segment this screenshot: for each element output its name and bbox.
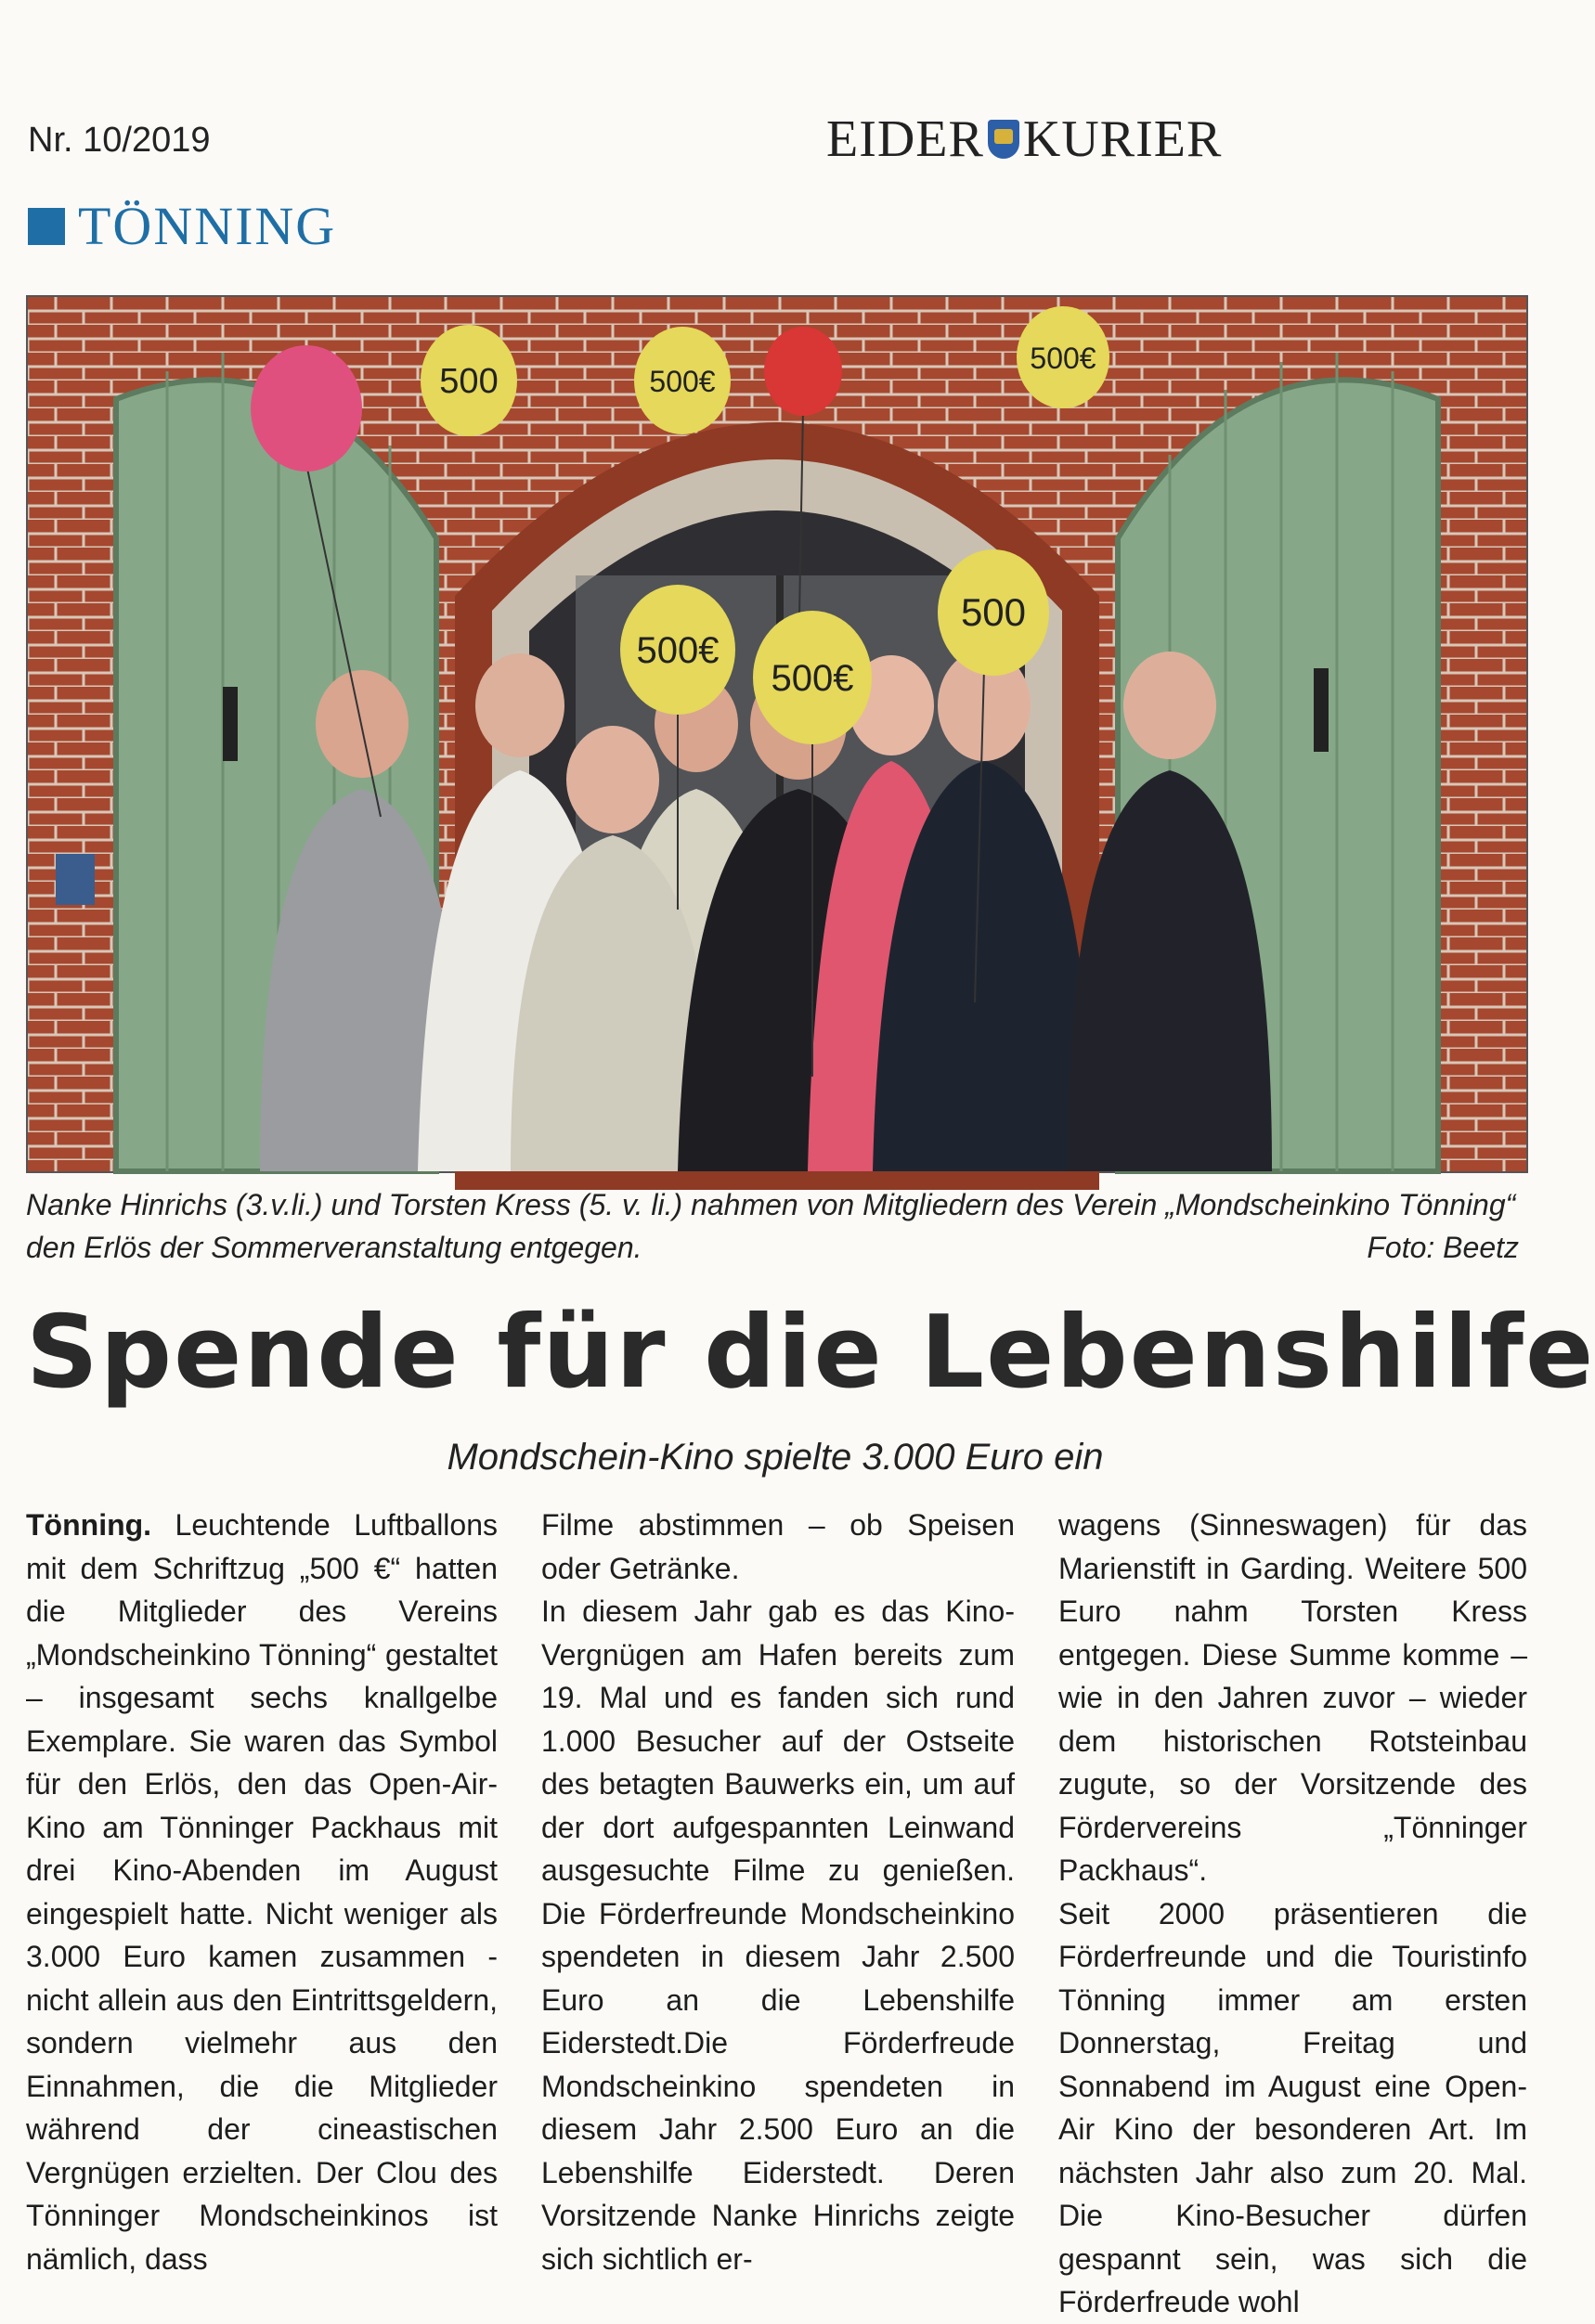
coat-of-arms-icon: [988, 120, 1019, 159]
caption-text: Nanke Hinrichs (3.v.li.) und Torsten Kress (5. v. li.) nahmen von Mitgliedern des Verein „Mondscheinkino Tönning“ den Erlös der Sommerveranstaltung entgegen.: [26, 1188, 1516, 1264]
article-column-2: [541, 1504, 1015, 2276]
column-2-paragraph-1: Filme abstimmen – ob Speisen oder Getränke.: [541, 1508, 1015, 1585]
masthead-right: KURIER: [1022, 110, 1223, 168]
column-3-paragraph-2: Seit 2000 präsentieren die Förderfreunde und die Touristinfo Tönning immer am ersten Donnerstag, Freitag und Sonnabend im August eine Open-Air Kino der besonderen Art. Im nächsten Jahr also zum 20. Mal. Die Kino-Besucher dürfen gespannt sein, was sich die Förderfreude wohl: [1058, 1896, 1527, 2318]
headline: Spende für die Lebenshilfe: [26, 1295, 1595, 1411]
column-3-paragraph-1: wagens (Sinneswagen) für das Marienstift in Garding. Weitere 500 Euro nahm Torsten Kress entgegen. Diese Summe komme – wie in den Jahren zuvor – wieder dem historischen Rotsteinbau zugute, so der Vorsitzende des Fördervereins „Tönninger Packhaus“.: [1058, 1508, 1527, 1887]
wall-sign: [56, 854, 95, 905]
dateline: Tönning.: [26, 1508, 152, 1542]
balloon-500-2: [634, 327, 731, 434]
photo-credit: Foto: Beetz: [1367, 1231, 1519, 1264]
photo-illustration: [28, 297, 1526, 1171]
balloon-500-3: [1017, 306, 1109, 408]
article-column-3: [1058, 1504, 1527, 2318]
balloon-label-5: 500€: [771, 658, 854, 699]
article-photo: [26, 295, 1528, 1173]
balloon-label-4: 500€: [636, 630, 720, 671]
balloon-500-1: [421, 325, 517, 436]
balloon-label-6: 500: [960, 590, 1027, 634]
pink-balloon: [251, 345, 362, 471]
section-label: TÖNNING: [78, 196, 337, 256]
balloon-500-6: [938, 549, 1049, 676]
balloon-500-5: [753, 611, 872, 744]
balloon-label-1: 500: [439, 362, 499, 401]
column-1-text: Leuchtende Luftballons mit dem Schriftzug „500 €“ hatten die Mitglieder des Vereins „Mondscheinkino Tönning“ gestaltet – insgesamt sechs knallgelbe Exemplare. Sie waren das Symbol für den Erlös, den das Open-Air-Kino am Tönninger Packhaus mit drei Kino-Abenden im August eingespielt hatte. Nicht weniger als 3.000 Euro kamen zusammen - nicht allein aus den Eintrittsgeldern, sondern vielmehr aus den Einnahmen, die die Mitglieder während der cineastischen Vergnügen erzielten. Der Clou des Tönninger Mondscheinkinos ist nämlich, dass: [26, 1508, 499, 2276]
balloon-label-7: [28, 285, 53, 301]
balloon-500-4: [620, 585, 735, 715]
article-column-1: [26, 1504, 499, 2276]
masthead: [826, 110, 1290, 169]
issue-number: Nr. 10/2019: [28, 121, 211, 160]
section-square-icon: [28, 208, 65, 245]
balloon-label-2: 500€: [649, 365, 716, 398]
photo-caption: [26, 1183, 1524, 1269]
section-header: [28, 195, 336, 257]
red-balloon: [764, 327, 842, 416]
column-2-paragraph-2: In diesem Jahr gab es das Kino-Vergnügen am Hafen bereits zum 19. Mal und es fanden sich rund 1.000 Besucher auf der Ostseite des betagten Bauwerks ein, um auf der dort aufgespannten Leinwand ausgesuchte Filme zu genießen. Die Förderfreunde Mondscheinkino spendeten in diesem Jahr 2.500 Euro an die Lebenshilfe Eiderstedt.Die Förderfreude Mondscheinkino spendeten in diesem Jahr 2.500 Euro an die Lebenshilfe Eiderstedt. Deren Vorsitzende Nanke Hinrichs zeigte sich sichtlich er-: [541, 1595, 1015, 2276]
balloon-label-3: 500€: [1030, 342, 1096, 375]
subheadline: Mondschein-Kino spielte 3.000 Euro ein: [447, 1437, 1104, 1478]
masthead-left: EIDER: [826, 110, 984, 168]
